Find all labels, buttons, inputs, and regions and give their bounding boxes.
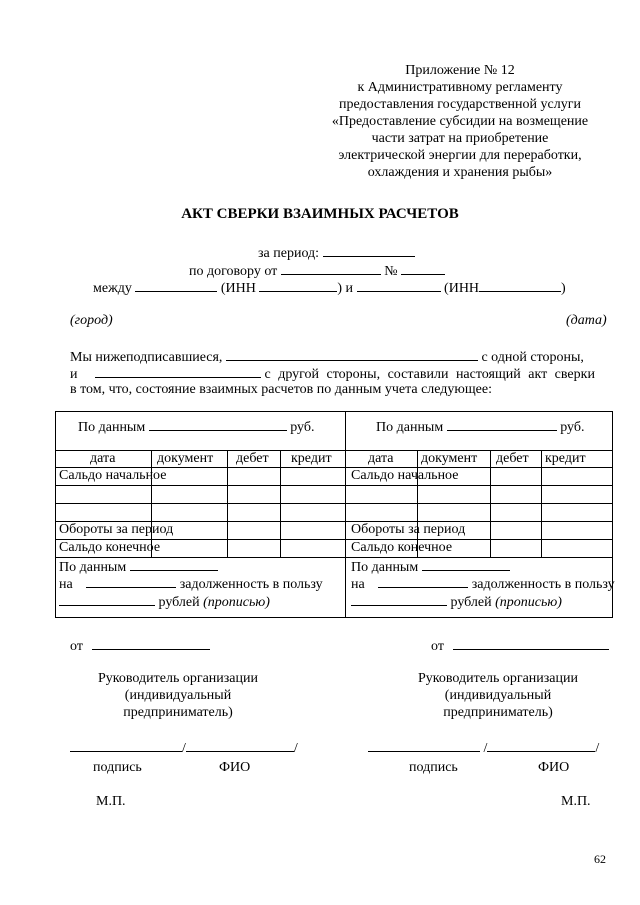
debt-line-2 xyxy=(351,575,615,593)
in-words-label: (прописью) xyxy=(495,595,562,610)
table-vline-center xyxy=(345,412,346,617)
opening-balance-label: Сальдо начальное xyxy=(351,468,459,483)
contract-number-field[interactable] xyxy=(401,262,445,275)
rub-label: руб. xyxy=(560,420,585,435)
para-text: с одной стороны, xyxy=(481,350,584,365)
on-label: на xyxy=(351,577,365,592)
table-hline xyxy=(56,503,612,504)
signature-line-left xyxy=(70,739,298,757)
period-field[interactable] xyxy=(323,244,415,257)
signature-line-right xyxy=(368,739,599,757)
slash: / xyxy=(182,741,186,756)
appendix-line: Приложение № 12 xyxy=(405,63,515,78)
sign-label: подпись xyxy=(409,760,458,775)
debt-line-3 xyxy=(351,593,562,611)
sign-label: подпись xyxy=(93,760,142,775)
and-label: и xyxy=(345,281,354,296)
stamp-label-left: М.П. xyxy=(96,794,126,809)
table-header-left xyxy=(78,418,314,436)
on-label: на xyxy=(59,577,73,592)
appendix-header xyxy=(320,62,600,181)
party2-field[interactable] xyxy=(357,279,441,292)
appendix-line: предоставления государственной услуги xyxy=(339,97,581,112)
date-label: (дата) xyxy=(566,313,607,328)
head-line: предприниматель) xyxy=(123,705,233,720)
from-line-right xyxy=(431,637,609,655)
in-words-label: (прописью) xyxy=(203,595,270,610)
para-text: с другой стороны, составили настоящий акт сверки xyxy=(264,367,595,382)
head-line: (индивидуальный xyxy=(444,688,552,703)
inn-open-2: (ИНН xyxy=(444,281,480,296)
para-line-3: в том, что, состояние взаимных расчетов по данным учета следующее: xyxy=(70,382,492,397)
debt-in-favor-label: задолженность в пользу xyxy=(471,577,615,592)
appendix-line: охлаждения и хранения рыбы» xyxy=(367,165,553,180)
rubles-label: рублей xyxy=(158,595,200,610)
party1-table-field[interactable] xyxy=(149,418,287,431)
appendix-line: части затрат на приобретение xyxy=(371,131,549,146)
para-line-1 xyxy=(70,348,584,366)
signature-field[interactable] xyxy=(70,739,182,752)
party2-table-field[interactable] xyxy=(447,418,557,431)
page-number: 62 xyxy=(594,852,606,866)
by-data-label: По данным xyxy=(59,560,127,575)
head-line: предприниматель) xyxy=(443,705,553,720)
debt-line-1 xyxy=(351,558,510,576)
debt-line-2 xyxy=(59,575,323,593)
debt-date-field[interactable] xyxy=(422,558,510,571)
inn-close-2: ) xyxy=(561,281,566,296)
table-vline xyxy=(280,450,281,557)
slash: / xyxy=(483,741,488,756)
rubles-label: рублей xyxy=(450,595,492,610)
table-vline xyxy=(227,450,228,557)
debt-date-field[interactable] xyxy=(130,558,218,571)
para-line-2 xyxy=(70,365,595,383)
head-block-right xyxy=(400,670,596,721)
col-header-debit: дебет xyxy=(236,451,269,466)
slash: / xyxy=(293,741,298,756)
by-data-label: По данным xyxy=(78,420,146,435)
debt-line-1 xyxy=(59,558,218,576)
period-line xyxy=(258,244,415,262)
inn-close-1: ) xyxy=(337,281,343,296)
table-header-right xyxy=(376,418,584,436)
from-field-right[interactable] xyxy=(453,637,609,650)
table-vline xyxy=(490,450,491,557)
document-title: АКТ СВЕРКИ ВЗАИМНЫХ РАСЧЕТОВ xyxy=(181,206,459,222)
col-header-credit: кредит xyxy=(291,451,332,466)
by-data-label: По данным xyxy=(376,420,444,435)
col-header-credit: кредит xyxy=(545,451,586,466)
debt-amount-field[interactable] xyxy=(59,593,155,606)
reconciliation-table xyxy=(55,411,613,618)
period-label: за период: xyxy=(258,246,320,261)
head-line: (индивидуальный xyxy=(124,688,232,703)
from-label: от xyxy=(70,639,83,654)
col-header-debit: дебет xyxy=(496,451,529,466)
from-line-left xyxy=(70,637,210,655)
fio-label: ФИО xyxy=(538,760,570,775)
inn-open-1: (ИНН xyxy=(220,281,256,296)
contract-line xyxy=(189,262,445,280)
contract-label: по договору от xyxy=(189,264,278,279)
col-header-document: документ xyxy=(421,451,478,466)
number-label: № xyxy=(384,264,398,279)
para-text: Мы нижеподписавшиеся, xyxy=(70,350,223,365)
col-header-date: дата xyxy=(368,451,394,466)
party1-field[interactable] xyxy=(135,279,217,292)
party2-name-field[interactable] xyxy=(95,365,261,378)
appendix-line: «Предоставление субсидии на возмещение xyxy=(331,114,589,129)
appendix-line: к Административному регламенту xyxy=(357,80,563,95)
city-label: (город) xyxy=(70,313,113,328)
rub-label: руб. xyxy=(290,420,315,435)
signature-field[interactable] xyxy=(368,739,480,752)
col-header-document: документ xyxy=(157,451,214,466)
debt-party-field[interactable] xyxy=(86,575,176,588)
opening-balance-label: Сальдо начальное xyxy=(59,468,167,483)
stamp-label-right: М.П. xyxy=(561,794,591,809)
turnover-label: Обороты за период xyxy=(351,522,466,537)
closing-balance-label: Сальдо конечное xyxy=(59,540,161,555)
head-line: Руководитель организации xyxy=(98,671,258,686)
table-hline xyxy=(56,485,612,486)
from-label: от xyxy=(431,639,444,654)
by-data-label: По данным xyxy=(351,560,419,575)
slash: / xyxy=(595,741,600,756)
head-line: Руководитель организации xyxy=(418,671,578,686)
fio-field[interactable] xyxy=(186,739,294,752)
contract-date-field[interactable] xyxy=(281,262,381,275)
between-line xyxy=(93,279,566,297)
fio-label: ФИО xyxy=(219,760,251,775)
col-header-date: дата xyxy=(90,451,116,466)
fio-field[interactable] xyxy=(487,739,595,752)
inn2-field[interactable] xyxy=(479,279,561,292)
debt-in-favor-label: задолженность в пользу xyxy=(179,577,323,592)
debt-amount-field[interactable] xyxy=(351,593,447,606)
closing-balance-label: Сальдо конечное xyxy=(351,540,453,555)
debt-party-field[interactable] xyxy=(378,575,468,588)
party1-name-field[interactable] xyxy=(226,348,478,361)
para-text: и xyxy=(70,367,78,382)
debt-line-3 xyxy=(59,593,270,611)
appendix-line: электрической энергии для переработки, xyxy=(338,148,582,163)
inn1-field[interactable] xyxy=(259,279,337,292)
table-vline xyxy=(541,450,542,557)
from-field-left[interactable] xyxy=(92,637,210,650)
head-block-left xyxy=(80,670,276,721)
turnover-label: Обороты за период xyxy=(59,522,174,537)
between-label: между xyxy=(93,281,132,296)
